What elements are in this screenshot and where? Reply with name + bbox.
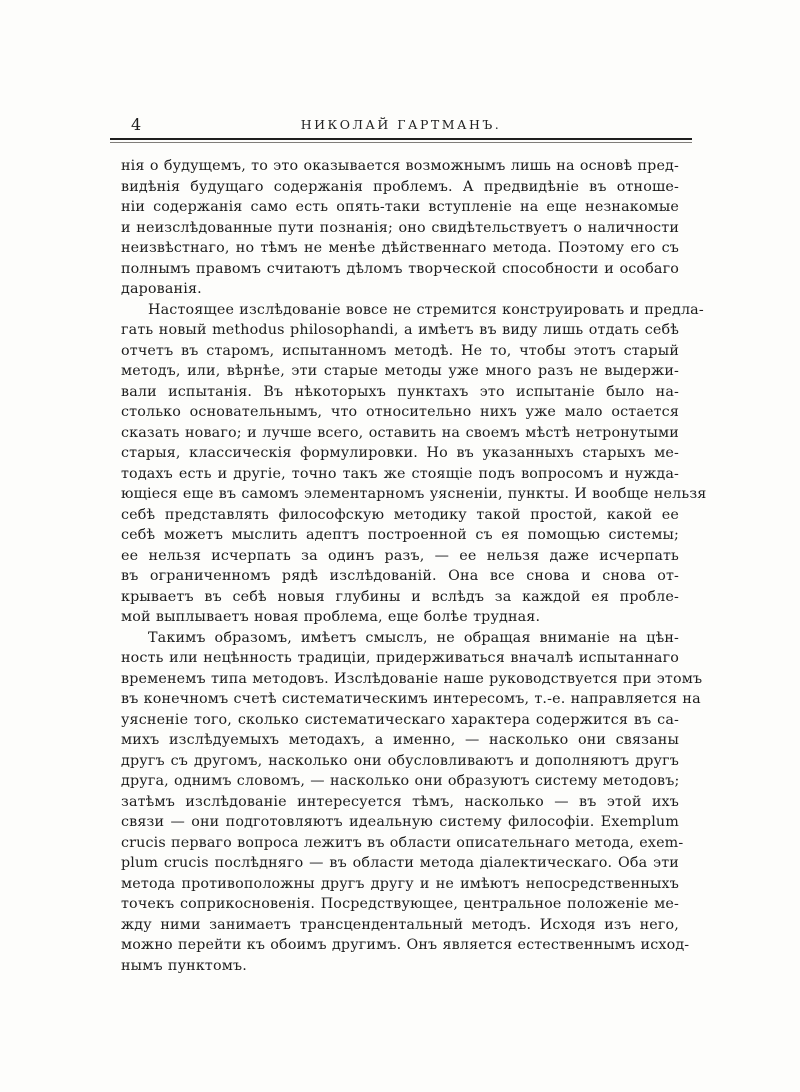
text-line: вали испытанія. Въ нѣкоторыхъ пунктахъ это испытаніе было на- [121,383,679,400]
text-line: столько основательнымъ, что относительно нихъ уже мало остается [121,404,679,420]
text-line: crucis перваго вопроса лежитъ въ области описательнаго метода, exem- [121,834,684,851]
text-line: нія о будущемъ, то это оказывается возможнымъ лишь на основѣ пред- [121,158,679,174]
text-line: себѣ представлять философскую методику такой простой, какой ее [121,506,679,523]
text-line: михъ изслѣдуемыхъ методахъ, а именно, — насколько они связаны [121,732,679,748]
text-line: Настоящее изслѣдованіе вовсе не стремится конструировать и предла- [148,301,704,318]
text-line: методъ, или, вѣрнѣе, эти старые методы уже много разъ не выдержи- [121,363,679,379]
text-line: нымъ пунктомъ. [121,957,247,974]
text-line: друга, однимъ словомъ, — насколько они образуютъ систему методовъ; [121,773,680,789]
header-rule [110,138,692,143]
page-number: 4 [131,115,143,134]
text-line: дарованія. [121,281,202,297]
text-line: ность или нецѣнность традиціи, придерживаться вначалѣ испытаннаго [121,650,679,666]
text-line: связи — они подготовляютъ идеальную систему философіи. Exemplum [121,814,679,830]
text-line: тодахъ есть и другіе, точно такъ же стоящіе подъ вопросомъ и нужда- [121,465,679,482]
running-header [121,115,681,135]
text-line: себѣ можетъ мыслить адептъ построенной съ ея помощью системы; [121,527,679,543]
text-line: неизвѣстнаго, но тѣмъ не менѣе дѣйственнаго метода. Поэтому его съ [121,240,679,256]
text-line: точекъ соприкосновенія. Посредствующее, центральное положеніе ме- [121,896,679,912]
text-line: въ конечномъ счетѣ систематическимъ интересомъ, т.-е. направляется на [121,691,701,707]
text-line: жду ними занимаетъ трансцендентальный методъ. Исходя изъ него, [121,916,679,933]
text-line: уясненіе того, сколько систематическаго характера содержится въ са- [121,711,679,728]
text-line: ніи содержанія само есть опять-таки вступленіе на еще незнакомые [121,199,679,215]
text-line: Такимъ образомъ, имѣетъ смыслъ, не обращая вниманіе на цѣн- [148,629,679,646]
text-line: можно перейти къ обоимъ другимъ. Онъ является естественнымъ исход- [121,937,690,953]
text-line: затѣмъ изслѣдованіе интересуется тѣмъ, насколько — въ этой ихъ [121,793,679,810]
header-rule-main-line [110,138,692,140]
text-line: сказать новаго; и лучше всего, оставить на своемъ мѣстѣ нетронутыми [121,424,679,441]
text-line: метода противоположны другъ другу и не имѣютъ непосредственныхъ [121,875,679,892]
text-line: гать новый methodus philosophandi, а имѣетъ въ виду лишь отдать себѣ [121,322,679,338]
text-line: крываетъ въ себѣ новыя глубины и вслѣдъ за каждой ея пробле- [121,588,679,605]
text-line: ющіеся еще въ самомъ элементарномъ уясненіи, пункты. И вообще нельзя [121,486,707,502]
paragraph [121,156,679,300]
text-line: въ ограниченномъ рядѣ изслѣдованій. Она все снова и снова от- [121,568,679,584]
paragraph [121,300,707,628]
text-line: отчетъ въ старомъ, испытанномъ методѣ. Не то, чтобы этотъ старый [121,342,679,359]
text-line: старыя, классическія формулировки. Но въ указанныхъ старыхъ ме- [121,445,679,461]
text-line: и неизслѣдованные пути познанія; оно свидѣтельствуетъ о наличности [121,219,679,236]
text-line: полнымъ правомъ считаютъ дѣломъ творческой способности и особаго [121,260,679,277]
text-line: мой выплываетъ новая проблема, еще болѣе трудная. [121,609,541,625]
paragraph [121,628,703,977]
running-header-title: НИКОЛАЙ ГАРТМАНЪ. [300,117,502,132]
text-line: ее нельзя исчерпать за одинъ разъ, — ее нельзя даже исчерпать [121,547,679,564]
text-line: plum crucis послѣдняго — въ области метода діалектическаго. Оба эти [121,855,679,871]
text-line: другъ съ другомъ, насколько они обусловливаютъ и дополняютъ другъ [121,752,679,769]
text-line: временемъ типа методовъ. Изслѣдованіе наше руководствуется при этомъ [121,670,703,687]
text-line: видѣнія будущаго содержанія проблемъ. А предвидѣніе въ отноше- [121,178,679,195]
page-body [121,156,707,976]
header-rule-echo-line [110,142,692,143]
